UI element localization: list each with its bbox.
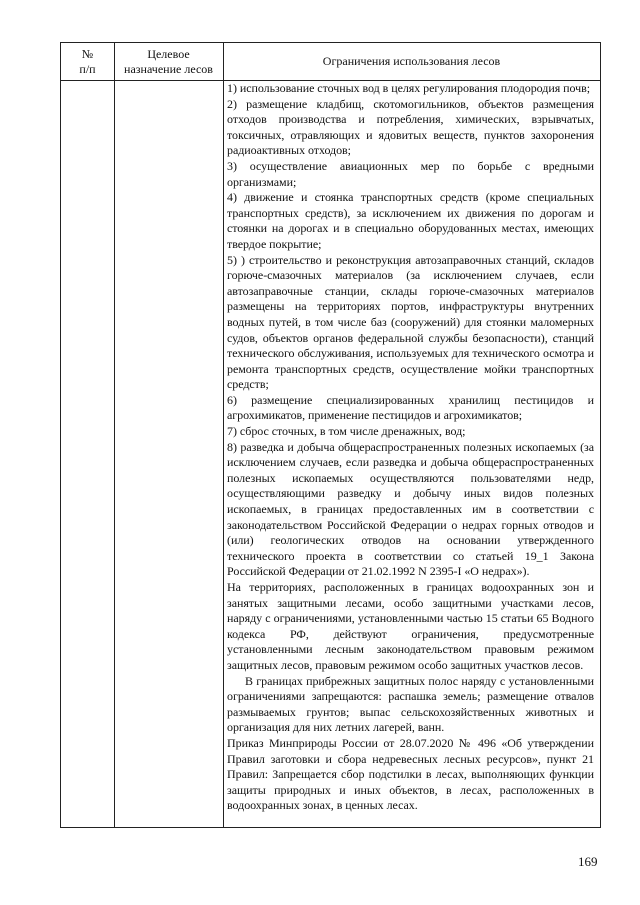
- header-purpose: [114, 43, 223, 80]
- column-divider: [114, 43, 115, 827]
- restrictions-cell: [227, 81, 594, 814]
- restriction-item-7: 7) сброс сточных, в том числе дренажных, вод;: [227, 424, 466, 439]
- page-number: 169: [578, 854, 598, 869]
- header-restrictions: [223, 43, 600, 80]
- header-purpose-line1: Целевое: [147, 46, 190, 61]
- water-protection-zone-paragraph: На территориях, расположенных в границах водоохранных зон и занятых защитными лесами, особо защитными участками лесов, наряду с ограничениями, установленными частью 15 статьи 65 Водного кодекса РФ, действуют ограничения, предусмотренные установленными лесным законодательством правовым режимом защитных лесов, правовым режимом особо защитных участков лесов.: [227, 580, 594, 672]
- restriction-item-6: 6) размещение специализированных хранилищ пестицидов и агрохимикатов, применение пестицидов и агрохимикатов;: [227, 392, 594, 423]
- header-restrictions-label: Ограничения использования лесов: [322, 54, 501, 68]
- header-number-abbr: п/п: [79, 61, 96, 76]
- order-reference-paragraph: Приказ Минприроды России от 28.07.2020 № 496 «Об утверждении Правил заготовки и сбора недревесных лесных ресурсов», пункт 21 Правил: Запрещается сбор подстилки в лесах, выполняющих функции защиты природных и иных объектов, в лесах, расположенных в водоохранных зонах, в ценных лесах.: [227, 735, 594, 813]
- restriction-item-2: 2) размещение кладбищ, скотомогильников, объектов размещения отходов производства и потребления, химических, взрывчатых, токсичных, отравляющих и ядовитых веществ, пунктов захоронения радиоактивных отходов;: [227, 96, 594, 158]
- restriction-item-5: 5) ) строительство и реконструкция автозаправочных станций, складов горюче-смазочных материалов (за исключением случаев, если автозаправочные станции, склады горюче-смазочных материалов размещены на территориях портов, инфраструктуры внутренних водных путей, в том числе баз (сооружений) для стоянки маломерных судов, объектов органов федеральной службы безопасности), станций технического обслуживания, используемых для технического осмотра и ремонта транспортных средств, осуществление мойки транспортных средств;: [227, 252, 594, 392]
- header-number-symbol: №: [81, 46, 94, 61]
- restriction-item-4: 4) движение и стоянка транспортных средств (кроме специальных транспортных средств), за исключением их движения по дорогам и стоянки на дорогах и в специально оборудованных местах, имеющих твердое покрытие;: [227, 190, 594, 251]
- coastal-strip-paragraph: В границах прибрежных защитных полос наряду с установленными ограничениями запрещаются: распашка земель; размещение отвалов размываемых грунтов; выпас сельскохозяйственных животных и организация для них летних лагерей, ванн.: [227, 673, 594, 735]
- restriction-item-8: 8) разведка и добыча общераспространенных полезных ископаемых (за исключением случаев, если разведка и добыча общераспространенных полезных ископаемых осуществляются пользователями недр, осуществляющими разведку и добычу иных видов полезных ископаемых, в границах предоставленных им в соответствии с законодательством Российской Федерации о недрах горных отводов и (или) геологических отводов на основании утвержденного технического проекта в соответствии со статьей 19_1 Закона Российской Федерации от 21.02.1992 N 2395-I «О недрах»).: [227, 439, 594, 579]
- restrictions-table: [60, 42, 601, 828]
- column-divider: [223, 43, 224, 827]
- header-number: [61, 43, 114, 80]
- restriction-item-1: 1) использование сточных вод в целях регулирования плодородия почв;: [227, 81, 591, 95]
- restriction-item-3: 3) осуществление авиационных мер по борьбе с вредными организмами;: [227, 158, 594, 189]
- header-purpose-line2: назначение лесов: [124, 61, 213, 76]
